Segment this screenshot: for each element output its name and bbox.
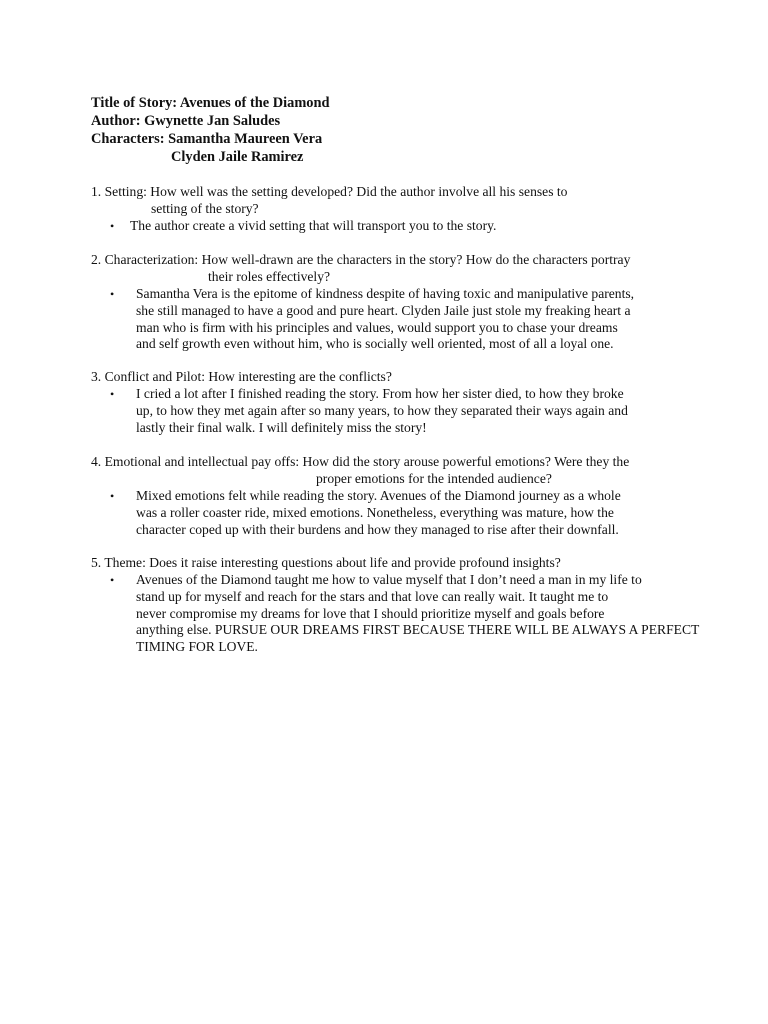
answer-line: up, to how they met again after so many years, to how they separated their ways again and bbox=[136, 402, 628, 418]
answer-line: character coped up with their burdens and how they managed to rise after their downfall. bbox=[136, 521, 619, 537]
bullet-icon: • bbox=[110, 489, 115, 503]
question-line: 3. Conflict and Pilot: How interesting are the conflicts? bbox=[91, 369, 392, 384]
question-line: proper emotions for the intended audience? bbox=[316, 470, 552, 486]
story-title-line: Title of Story: Avenues of the Diamond bbox=[91, 95, 330, 111]
bullet-icon: • bbox=[110, 573, 115, 587]
answer-line: The author create a vivid setting that will transport you to the story. bbox=[130, 218, 497, 233]
question-line: 4. Emotional and intellectual pay offs: How did the story arouse powerful emotions? Were they the bbox=[91, 454, 630, 469]
bullet-icon: • bbox=[110, 387, 115, 401]
answer-line: Mixed emotions felt while reading the story. Avenues of the Diamond journey as a whole bbox=[136, 488, 621, 503]
answer-line: TIMING FOR LOVE. bbox=[136, 639, 258, 655]
answer-line: man who is firm with his principles and values, would support you to chase your dreams bbox=[136, 319, 618, 335]
answer-line: she still managed to have a good and pure heart. Clyden Jaile just stole my freaking heart a bbox=[136, 302, 631, 318]
answer-line: anything else. PURSUE OUR DREAMS FIRST BECAUSE THERE WILL BE ALWAYS A PERFECT bbox=[136, 622, 700, 638]
answer-line: stand up for myself and reach for the stars and that love can really wait. It taught me to bbox=[136, 588, 609, 604]
question-line: 1. Setting: How well was the setting developed? Did the author involve all his senses to bbox=[91, 184, 568, 199]
characters-line-2: Clyden Jaile Ramirez bbox=[171, 149, 304, 165]
answer-line: Samantha Vera is the epitome of kindness despite of having toxic and manipulative parents, bbox=[136, 286, 635, 301]
question-line: setting of the story? bbox=[151, 200, 259, 216]
answer-line: never compromise my dreams for love that I should prioritize myself and goals before bbox=[136, 605, 605, 621]
answer-line: I cried a lot after I finished reading the story. From how her sister died, to how they broke bbox=[136, 386, 624, 401]
question-line: 5. Theme: Does it raise interesting questions about life and provide profound insights? bbox=[91, 555, 561, 570]
answer-line: and self growth even without him, who is socially well oriented, most of all a loyal one. bbox=[136, 336, 614, 352]
bullet-icon: • bbox=[110, 287, 115, 301]
answer-line: was a roller coaster ride, mixed emotions. Nonetheless, everything was mature, how the bbox=[136, 504, 614, 520]
bullet-icon: • bbox=[110, 219, 115, 233]
answer-line: Avenues of the Diamond taught me how to value myself that I don’t need a man in my life to bbox=[136, 572, 642, 587]
question-line: 2. Characterization: How well-drawn are the characters in the story? How do the characters portray bbox=[91, 252, 631, 267]
author-line: Author: Gwynette Jan Saludes bbox=[91, 113, 281, 129]
characters-line: Characters: Samantha Maureen Vera bbox=[91, 131, 323, 147]
answer-line: lastly their final walk. I will definitely miss the story! bbox=[136, 419, 427, 435]
question-line: their roles effectively? bbox=[208, 268, 331, 284]
